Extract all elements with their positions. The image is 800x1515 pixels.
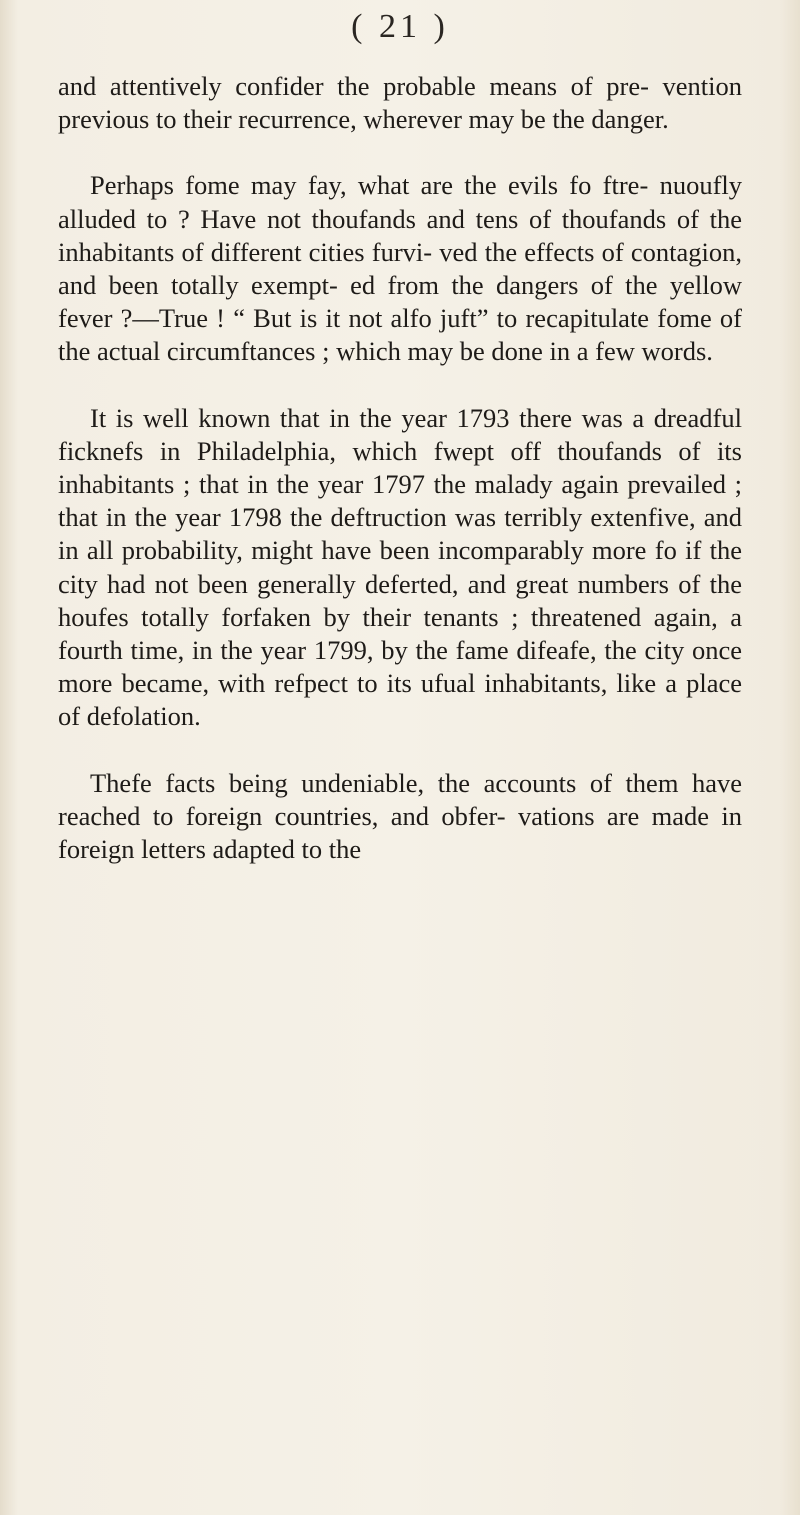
paragraph-yellow-fever-question: Perhaps fome may fay, what are the evils fo ftre- nuoufly alluded to ? Have not thoufands and tens of thoufands of the inhabitants of different cities furvi- ved the effects of contagion, and been totally exempt- ed from the dangers of the yellow fever ?—True ! “ But is it not alfo juft” to recapitulate fome of the actual circumftances ; which may be done in a few words. (58, 170, 742, 367)
page-number: ( 21 ) (351, 8, 449, 45)
paragraph-philadelphia-history: It is well known that in the year 1793 there was a dreadful ficknefs in Philadelphia, which fwept off thoufands of its inhabitants ; that in the year 1797 the malady again prevailed ; that in the year 1798 the deftruction was terribly extenfive, and in all probability, might have been incomparably more fo if the city had not been generally deferted, and great numbers of the houfes totally forfaken by their tenants ; threatened again, a fourth time, in the year 1799, by the fame difeafe, the city once more became, with refpect to its ufual inhabitants, like a place of defolation. (58, 402, 742, 732)
paragraph-foreign-accounts: Thefe facts being undeniable, the accounts of them have reached to foreign countries, and obfer- vations are made in foreign letters adapted to the (58, 767, 742, 865)
paragraph-continuation: and attentively confider the probable means of pre- vention previous to their recurrence, wherever may be the danger. (58, 71, 742, 135)
body-text (58, 70, 742, 866)
